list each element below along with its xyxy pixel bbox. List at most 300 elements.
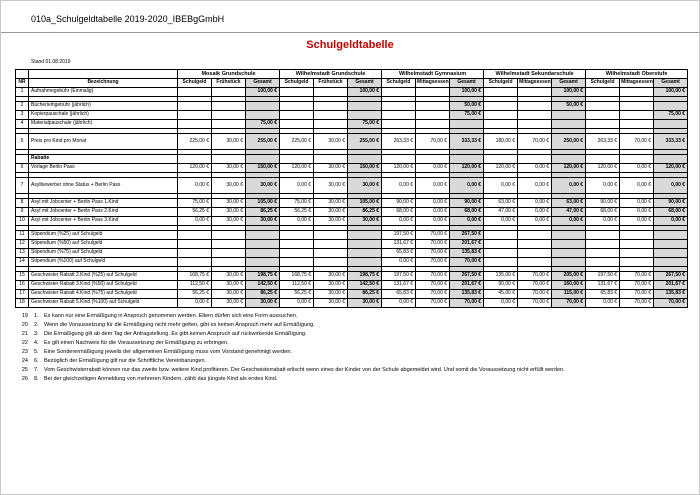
value-cell: 75,00 €	[654, 111, 688, 120]
value-cell: 70,00 €	[416, 231, 450, 240]
value-cell	[586, 249, 620, 258]
note-text: Eine Sonderermäßigung jeweils der allgemeinen Ermäßigung muss vom Vorstand genehmigt werden.	[44, 349, 292, 355]
sub-column-header: Schulgeld	[586, 79, 620, 88]
value-cell: 30,00 €	[314, 281, 348, 290]
note-row-number: 19	[21, 313, 28, 319]
value-cell: 68,00 €	[586, 208, 620, 217]
value-cell	[212, 240, 246, 249]
value-cell: 30,00 €	[246, 178, 280, 194]
row-number-cell: 14	[16, 258, 29, 267]
value-cell	[654, 102, 688, 111]
school-group-header: Wilhelmstadt Oberstufe	[586, 70, 688, 79]
row-label-cell: Asylbewerber ohne Status + Berlin Pass	[29, 178, 178, 194]
value-cell: 0,00 €	[620, 178, 654, 194]
row-label-cell: Geschwister Rabatt 4.Kind (%75) auf Schulgeld	[29, 290, 178, 299]
value-cell	[280, 231, 314, 240]
row-label-cell: Kopierpauschale (jährlich)	[29, 111, 178, 120]
value-cell	[416, 111, 450, 120]
column-header-row	[16, 79, 688, 88]
value-cell: 30,00 €	[212, 199, 246, 208]
value-cell: 30,00 €	[314, 217, 348, 226]
value-cell	[416, 155, 450, 164]
value-cell: 63,00 €	[552, 199, 586, 208]
sub-column-header: Gesamt	[450, 79, 484, 88]
value-cell	[484, 88, 518, 97]
value-cell	[484, 120, 518, 129]
row-label-cell: Asyl mit Jobcenter + Berlin Pass 2.Kind	[29, 208, 178, 217]
value-cell: 70,00 €	[416, 299, 450, 308]
value-cell	[552, 111, 586, 120]
sub-column-header: Frühstück	[212, 79, 246, 88]
value-cell	[212, 258, 246, 267]
value-cell: 30,00 €	[212, 164, 246, 173]
value-cell: 30,00 €	[212, 217, 246, 226]
value-cell: 30,00 €	[212, 178, 246, 194]
value-cell	[620, 155, 654, 164]
value-cell	[484, 240, 518, 249]
value-cell: 86,25 €	[246, 208, 280, 217]
fee-row	[16, 111, 688, 120]
row-number-cell: 12	[16, 240, 29, 249]
note-text: Vom Geschwisterrabatt können nur das zweite bzw. weitere Kind profitieren. Der Geschwisterrabatt erlischt wenn eines der Kinder von der Schule abgemeldet wird. Und somit die Voraussetzung nicht erfüllt werden.	[44, 367, 565, 373]
value-cell: 68,00 €	[382, 208, 416, 217]
row-label-cell: Materialpauschale (jährlich)	[29, 120, 178, 129]
row-label-cell: Geschwister Rabatt 5.Kind (%100) auf Schulgeld	[29, 299, 178, 308]
value-cell: 75,00 €	[246, 120, 280, 129]
note-row-number: 24	[21, 358, 28, 364]
value-cell: 0,00 €	[450, 178, 484, 194]
value-cell: 333,33 €	[450, 134, 484, 150]
note-text: Wenn die Voraussetzung für die Ermäßigung nicht mehr gelten, gibt es keinen Anspruch mehr auf Ermäßigung.	[44, 322, 315, 328]
value-cell: 112,50 €	[280, 281, 314, 290]
value-cell: 0,00 €	[280, 178, 314, 194]
sub-column-header: Schulgeld	[280, 79, 314, 88]
sub-column-header: Mittagsessen	[620, 79, 654, 88]
fee-row	[16, 199, 688, 208]
sub-column-header: Gesamt	[348, 79, 382, 88]
row-number-cell: 5	[16, 134, 29, 150]
value-cell: 65,83 €	[382, 290, 416, 299]
note-text: Bezüglich der Ermäßigung gilt nur die Schriftliche Vereinbarungen.	[44, 358, 207, 364]
value-cell: 63,00 €	[484, 199, 518, 208]
fee-row	[16, 249, 688, 258]
value-cell: 30,00 €	[314, 134, 348, 150]
value-cell	[280, 111, 314, 120]
value-cell	[620, 249, 654, 258]
note-text: Es gilt einen Nachweis für die Voraussetzung der Ermäßigung zu erbringen.	[44, 340, 229, 346]
fee-row	[16, 178, 688, 194]
value-cell	[348, 155, 382, 164]
value-cell: 56,25 €	[178, 208, 212, 217]
value-cell: 0,00 €	[552, 217, 586, 226]
row-label-cell: Stipendium (%75) auf Schulgeld	[29, 249, 178, 258]
fee-row	[16, 258, 688, 267]
table-body	[16, 88, 688, 308]
value-cell: 201,67 €	[450, 281, 484, 290]
value-cell: 47,00 €	[484, 208, 518, 217]
value-cell	[314, 102, 348, 111]
value-cell	[246, 155, 280, 164]
row-label-cell: Asyl mit Jobcenter + Berlin Pass 3.Kind	[29, 217, 178, 226]
value-cell: 168,75 €	[280, 272, 314, 281]
fee-row	[16, 217, 688, 226]
row-number-cell: 15	[16, 272, 29, 281]
value-cell	[212, 88, 246, 97]
value-cell: 75,00 €	[280, 199, 314, 208]
value-cell: 267,50 €	[654, 272, 688, 281]
value-cell: 70,00 €	[450, 258, 484, 267]
value-cell: 56,25 €	[280, 208, 314, 217]
value-cell	[314, 155, 348, 164]
value-cell: 201,67 €	[654, 281, 688, 290]
value-cell	[518, 102, 552, 111]
sub-column-header: Schulgeld	[484, 79, 518, 88]
bezeichnung-column-header: Bezeichnung	[29, 79, 178, 88]
value-cell: 263,33 €	[586, 134, 620, 150]
value-cell: 135,83 €	[450, 249, 484, 258]
value-cell	[246, 111, 280, 120]
value-cell	[552, 231, 586, 240]
fee-row	[16, 240, 688, 249]
nr-column-header: NR	[16, 79, 29, 88]
value-cell	[654, 155, 688, 164]
value-cell: 142,50 €	[348, 281, 382, 290]
value-cell: 70,00 €	[518, 281, 552, 290]
note-index: 8.	[34, 376, 39, 382]
row-number-cell: 7	[16, 178, 29, 194]
row-label-cell: Bücherleihgebühr (jährlich)	[29, 102, 178, 111]
value-cell: 70,00 €	[450, 299, 484, 308]
value-cell: 333,33 €	[654, 134, 688, 150]
value-cell: 56,25 €	[178, 290, 212, 299]
value-cell	[212, 102, 246, 111]
value-cell	[484, 231, 518, 240]
value-cell: 30,00 €	[212, 281, 246, 290]
value-cell	[620, 88, 654, 97]
value-cell: 0,00 €	[382, 217, 416, 226]
row-number-cell: 2	[16, 102, 29, 111]
value-cell: 75,00 €	[450, 111, 484, 120]
value-cell: 70,00 €	[416, 290, 450, 299]
note-line	[15, 349, 687, 358]
value-cell	[654, 231, 688, 240]
value-cell	[178, 231, 212, 240]
value-cell: 105,00 €	[348, 199, 382, 208]
value-cell: 198,75 €	[348, 272, 382, 281]
row-label-cell: Asyl mit Jobcenter + Berlin Pass 1.Kind	[29, 199, 178, 208]
value-cell: 70,00 €	[620, 281, 654, 290]
value-cell: 30,00 €	[246, 217, 280, 226]
value-cell: 100,00 €	[246, 88, 280, 97]
fee-row	[16, 290, 688, 299]
value-cell	[178, 120, 212, 129]
corner-nr-cell	[16, 70, 29, 79]
value-cell	[280, 258, 314, 267]
value-cell: 0,00 €	[484, 178, 518, 194]
value-cell	[348, 258, 382, 267]
value-cell: 70,00 €	[620, 299, 654, 308]
value-cell: 120,00 €	[450, 164, 484, 173]
value-cell: 267,50 €	[450, 231, 484, 240]
value-cell	[314, 88, 348, 97]
value-cell	[450, 155, 484, 164]
school-group-header: Wilhelmstadt Grundschule	[280, 70, 382, 79]
fee-row	[16, 88, 688, 97]
value-cell: 0,00 €	[518, 208, 552, 217]
value-cell	[620, 240, 654, 249]
value-cell	[178, 240, 212, 249]
value-cell	[212, 231, 246, 240]
value-cell: 90,00 €	[586, 199, 620, 208]
school-group-header: Wilhelmstadt Sekundarschule	[484, 70, 586, 79]
value-cell: 0,00 €	[518, 199, 552, 208]
value-cell: 225,00 €	[280, 134, 314, 150]
row-number-cell: 1	[16, 88, 29, 97]
value-cell: 47,00 €	[552, 208, 586, 217]
note-line	[15, 322, 687, 331]
note-row-number: 21	[21, 331, 28, 337]
row-number-cell: 11	[16, 231, 29, 240]
value-cell	[280, 240, 314, 249]
fee-table	[15, 69, 688, 308]
value-cell	[484, 249, 518, 258]
value-cell: 120,00 €	[654, 164, 688, 173]
value-cell	[348, 249, 382, 258]
value-cell: 30,00 €	[212, 134, 246, 150]
value-cell	[178, 155, 212, 164]
value-cell: 70,00 €	[518, 272, 552, 281]
value-cell	[246, 258, 280, 267]
note-line	[15, 313, 687, 322]
value-cell: 131,67 €	[382, 240, 416, 249]
value-cell: 30,00 €	[314, 208, 348, 217]
fee-row	[16, 102, 688, 111]
value-cell	[178, 102, 212, 111]
value-cell: 45,00 €	[484, 290, 518, 299]
value-cell: 70,00 €	[518, 299, 552, 308]
value-cell: 120,00 €	[484, 164, 518, 173]
value-cell: 135,83 €	[654, 290, 688, 299]
row-number-cell: 18	[16, 299, 29, 308]
value-cell	[518, 231, 552, 240]
value-cell: 115,00 €	[552, 290, 586, 299]
value-cell: 0,00 €	[484, 217, 518, 226]
value-cell: 150,00 €	[246, 164, 280, 173]
value-cell	[416, 102, 450, 111]
value-cell: 30,00 €	[212, 272, 246, 281]
table-head	[16, 70, 688, 88]
value-cell: 0,00 €	[518, 178, 552, 194]
value-cell	[586, 88, 620, 97]
value-cell: 100,00 €	[450, 88, 484, 97]
value-cell	[212, 120, 246, 129]
row-number-cell: 6	[16, 164, 29, 173]
value-cell: 90,00 €	[382, 199, 416, 208]
value-cell	[518, 88, 552, 97]
value-cell	[246, 240, 280, 249]
note-index: 5.	[34, 349, 39, 355]
value-cell	[416, 120, 450, 129]
value-cell: 70,00 €	[620, 272, 654, 281]
fee-row	[16, 299, 688, 308]
value-cell: 30,00 €	[314, 178, 348, 194]
value-cell	[620, 111, 654, 120]
value-cell: 30,00 €	[212, 290, 246, 299]
value-cell: 135,00 €	[484, 272, 518, 281]
value-cell: 50,00 €	[552, 102, 586, 111]
row-number-cell: 17	[16, 290, 29, 299]
value-cell	[518, 249, 552, 258]
value-cell	[450, 120, 484, 129]
row-number-cell	[16, 155, 29, 164]
value-cell	[552, 155, 586, 164]
note-line	[15, 358, 687, 367]
value-cell: 0,00 €	[416, 217, 450, 226]
note-row-number: 26	[21, 376, 28, 382]
value-cell: 70,00 €	[654, 299, 688, 308]
value-cell: 0,00 €	[416, 164, 450, 173]
value-cell	[348, 102, 382, 111]
value-cell	[212, 155, 246, 164]
value-cell: 30,00 €	[348, 217, 382, 226]
value-cell: 65,83 €	[382, 249, 416, 258]
note-row-number: 20	[21, 322, 28, 328]
value-cell: 201,67 €	[450, 240, 484, 249]
value-cell: 86,25 €	[246, 290, 280, 299]
fee-row	[16, 281, 688, 290]
value-cell: 120,00 €	[382, 164, 416, 173]
value-cell: 65,83 €	[586, 290, 620, 299]
value-cell: 30,00 €	[212, 299, 246, 308]
value-cell	[348, 231, 382, 240]
note-line	[15, 367, 687, 376]
note-text: Bei der gleichzeitigen Anmeldung von mehreren Kindern, zählt das jüngste Kind als erstes Kind.	[44, 376, 278, 382]
value-cell: 120,00 €	[586, 164, 620, 173]
value-cell: 120,00 €	[280, 164, 314, 173]
value-cell: 197,50 €	[586, 272, 620, 281]
value-cell: 0,00 €	[586, 217, 620, 226]
fee-row	[16, 208, 688, 217]
value-cell	[246, 102, 280, 111]
value-cell: 255,00 €	[246, 134, 280, 150]
row-label-cell: Vorlage Berlin Pass	[29, 164, 178, 173]
value-cell: 100,00 €	[348, 88, 382, 97]
value-cell: 75,00 €	[178, 199, 212, 208]
value-cell: 267,50 €	[450, 272, 484, 281]
value-cell	[586, 231, 620, 240]
row-label-cell: Stipendium (%100) auf Schulgeld	[29, 258, 178, 267]
value-cell: 75,00 €	[348, 120, 382, 129]
value-cell: 198,75 €	[246, 272, 280, 281]
group-header-row	[16, 70, 688, 79]
value-cell	[314, 120, 348, 129]
value-cell: 56,25 €	[280, 290, 314, 299]
value-cell: 0,00 €	[416, 178, 450, 194]
value-cell: 0,00 €	[382, 258, 416, 267]
row-number-cell: 4	[16, 120, 29, 129]
row-label-cell: Aufnahmegebühr (Einmalig)	[29, 88, 178, 97]
value-cell: 0,00 €	[280, 299, 314, 308]
value-cell	[552, 120, 586, 129]
value-cell: 30,00 €	[348, 299, 382, 308]
value-cell	[484, 111, 518, 120]
value-cell: 70,00 €	[416, 249, 450, 258]
value-cell	[586, 111, 620, 120]
value-cell: 30,00 €	[314, 164, 348, 173]
row-number-cell: 8	[16, 199, 29, 208]
value-cell	[620, 231, 654, 240]
value-cell: 70,00 €	[416, 258, 450, 267]
value-cell: 70,00 €	[416, 281, 450, 290]
row-label-cell: Stipendium (%25) auf Schulgeld	[29, 231, 178, 240]
value-cell: 70,00 €	[416, 272, 450, 281]
value-cell	[552, 258, 586, 267]
school-group-header: Mosaik Grundschule	[178, 70, 280, 79]
value-cell: 86,25 €	[348, 290, 382, 299]
value-cell	[382, 111, 416, 120]
value-cell	[280, 88, 314, 97]
value-cell	[246, 249, 280, 258]
value-cell: 105,00 €	[246, 199, 280, 208]
value-cell	[484, 102, 518, 111]
row-label-cell: Geschwister Rabatt 2.Kind (%25) auf Schulgeld	[29, 272, 178, 281]
value-cell: 205,00 €	[552, 272, 586, 281]
fee-row	[16, 164, 688, 173]
value-cell: 70,00 €	[416, 240, 450, 249]
value-cell	[212, 111, 246, 120]
value-cell	[654, 240, 688, 249]
value-cell: 0,00 €	[620, 208, 654, 217]
value-cell: 0,00 €	[620, 164, 654, 173]
value-cell: 0,00 €	[450, 217, 484, 226]
value-cell: 90,00 €	[450, 199, 484, 208]
value-cell: 0,00 €	[518, 217, 552, 226]
value-cell: 70,00 €	[552, 299, 586, 308]
value-cell: 197,50 €	[382, 231, 416, 240]
value-cell	[348, 240, 382, 249]
value-cell: 131,67 €	[586, 281, 620, 290]
value-cell	[552, 240, 586, 249]
value-cell	[518, 155, 552, 164]
value-cell: 112,50 €	[178, 281, 212, 290]
value-cell: 70,00 €	[518, 134, 552, 150]
sub-column-header: Gesamt	[246, 79, 280, 88]
value-cell: 70,00 €	[620, 134, 654, 150]
notes-section	[15, 313, 687, 385]
value-cell	[518, 120, 552, 129]
value-cell: 180,00 €	[484, 134, 518, 150]
value-cell	[178, 258, 212, 267]
value-cell: 0,00 €	[280, 217, 314, 226]
value-cell: 135,83 €	[450, 290, 484, 299]
note-line	[15, 376, 687, 385]
value-cell	[518, 240, 552, 249]
value-cell: 30,00 €	[246, 299, 280, 308]
value-cell	[586, 120, 620, 129]
value-cell: 0,00 €	[382, 178, 416, 194]
value-cell: 50,00 €	[450, 102, 484, 111]
fee-row	[16, 272, 688, 281]
value-cell: 0,00 €	[518, 164, 552, 173]
row-label-cell: Preis pro Kind pro Monat	[29, 134, 178, 150]
value-cell: 0,00 €	[416, 208, 450, 217]
value-cell	[314, 258, 348, 267]
note-index: 4.	[34, 340, 39, 346]
value-cell	[552, 249, 586, 258]
value-cell	[586, 240, 620, 249]
note-row-number: 22	[21, 340, 28, 346]
value-cell	[586, 258, 620, 267]
